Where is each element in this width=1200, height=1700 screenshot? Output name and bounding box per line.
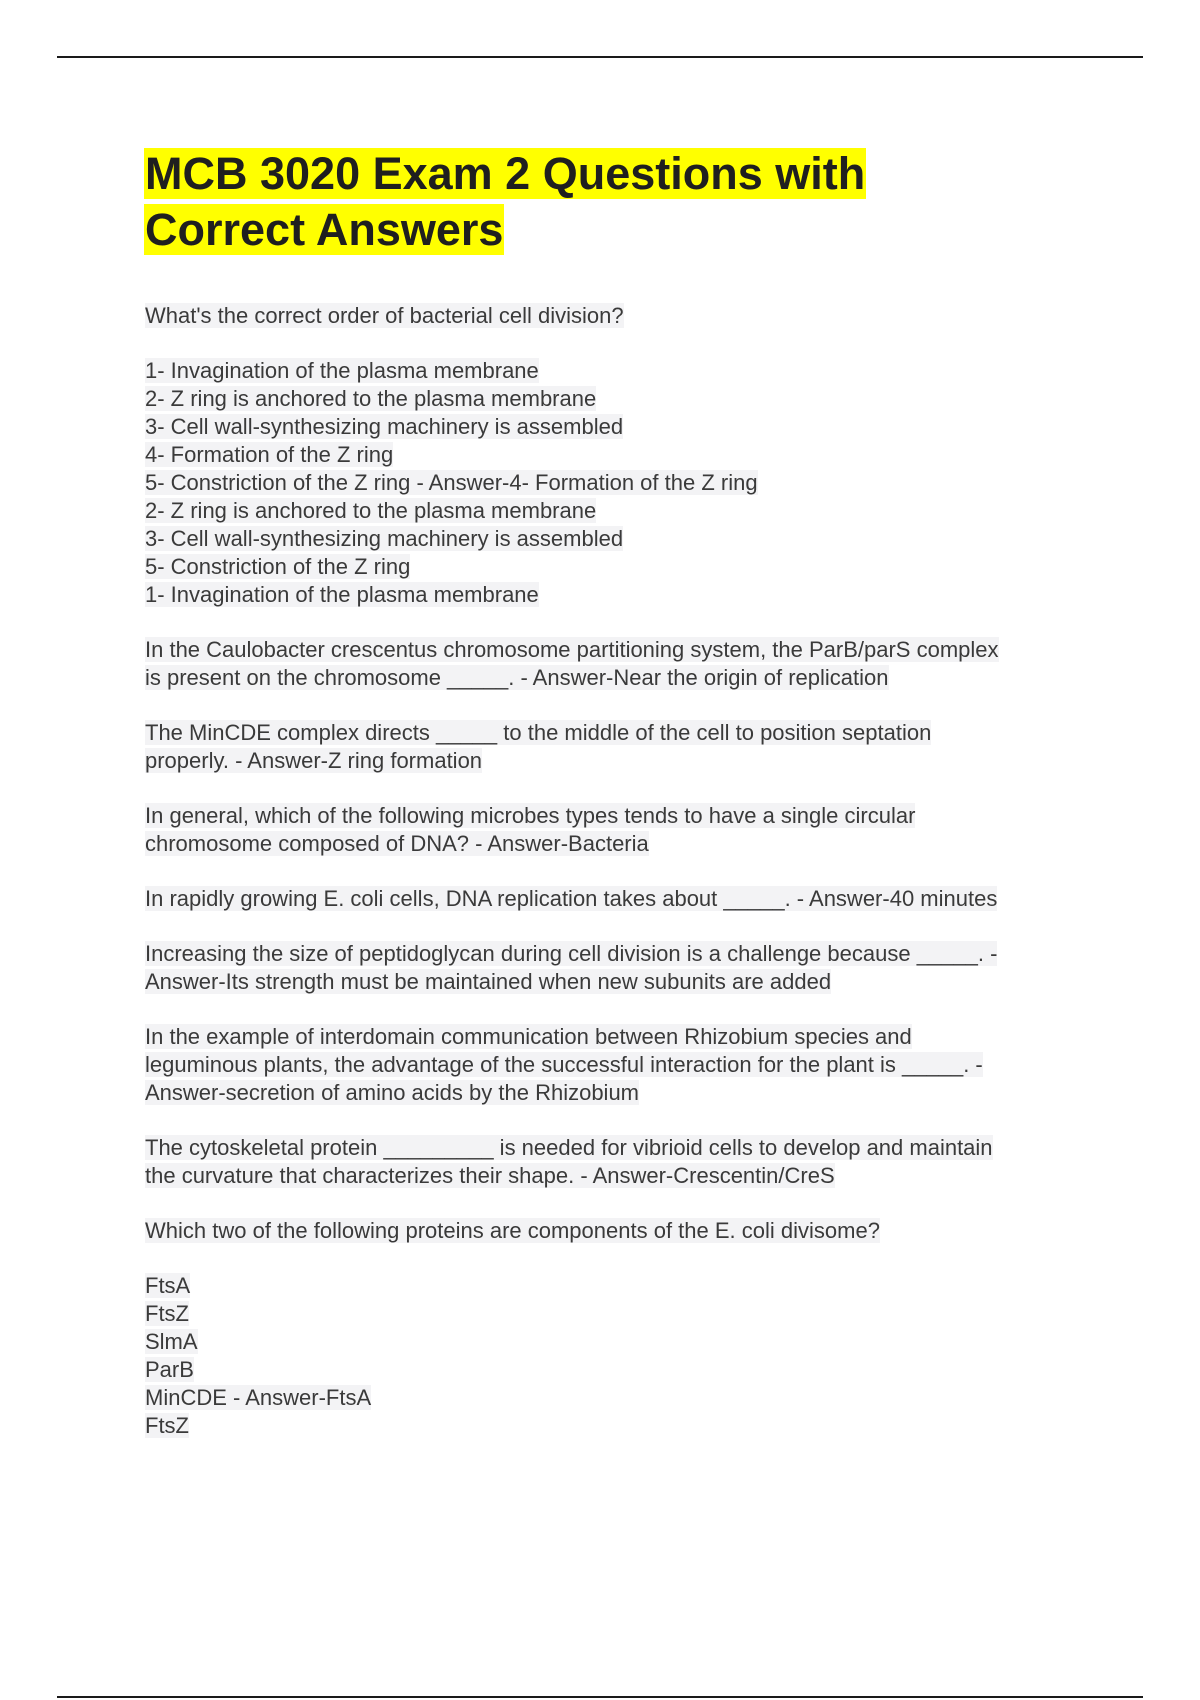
text-line bbox=[145, 747, 1095, 775]
question-text-line: SlmA bbox=[145, 1329, 198, 1354]
document-title bbox=[144, 146, 1044, 258]
question-text-line: leguminous plants, the advantage of the successful interaction for the plant is _____. - bbox=[145, 1052, 983, 1077]
text-line bbox=[145, 1217, 1095, 1245]
question-block bbox=[145, 302, 1095, 330]
question-text-line: properly. - Answer-Z ring formation bbox=[145, 748, 483, 773]
top-rule bbox=[57, 56, 1143, 58]
question-text-line: is present on the chromosome _____. - Answer-Near the origin of replication bbox=[145, 665, 889, 690]
question-list bbox=[145, 302, 1095, 1467]
question-block bbox=[145, 1217, 1095, 1245]
text-line bbox=[145, 1162, 1095, 1190]
question-text-line: 2- Z ring is anchored to the plasma membrane bbox=[145, 498, 597, 523]
text-line bbox=[145, 581, 1095, 609]
text-line bbox=[145, 1300, 1095, 1328]
text-line bbox=[145, 385, 1095, 413]
question-text-line: In rapidly growing E. coli cells, DNA replication takes about _____. - Answer-40 minutes bbox=[145, 886, 998, 911]
question-block bbox=[145, 1023, 1095, 1107]
text-line bbox=[145, 1272, 1095, 1300]
question-text-line: In the example of interdomain communication between Rhizobium species and bbox=[145, 1024, 912, 1049]
question-block bbox=[145, 940, 1095, 996]
question-text-line: ParB bbox=[145, 1357, 194, 1382]
question-text-line: In general, which of the following microbes types tends to have a single circular bbox=[145, 803, 916, 828]
question-block bbox=[145, 719, 1095, 775]
text-line bbox=[145, 469, 1095, 497]
question-block bbox=[145, 885, 1095, 913]
question-text-line: the curvature that characterizes their shape. - Answer-Crescentin/CreS bbox=[145, 1163, 835, 1188]
question-text-line: MinCDE - Answer-FtsA bbox=[145, 1385, 372, 1410]
text-line bbox=[145, 1328, 1095, 1356]
text-line bbox=[145, 553, 1095, 581]
text-line bbox=[145, 1356, 1095, 1384]
text-line bbox=[145, 1051, 1095, 1079]
text-line bbox=[145, 302, 1095, 330]
title-line-2: Correct Answers bbox=[145, 204, 504, 255]
text-line bbox=[145, 940, 1095, 968]
question-text-line: The cytoskeletal protein _________ is needed for vibrioid cells to develop and maintain bbox=[145, 1135, 993, 1160]
question-text-line: Which two of the following proteins are components of the E. coli divisome? bbox=[145, 1218, 880, 1243]
text-line bbox=[145, 1384, 1095, 1412]
bottom-rule bbox=[57, 1696, 1143, 1698]
question-block bbox=[145, 802, 1095, 858]
text-line bbox=[145, 1023, 1095, 1051]
question-block bbox=[145, 357, 1095, 609]
text-line bbox=[145, 441, 1095, 469]
question-text-line: 3- Cell wall-synthesizing machinery is assembled bbox=[145, 414, 624, 439]
question-text-line: Increasing the size of peptidoglycan during cell division is a challenge because _____. - bbox=[145, 941, 998, 966]
text-line bbox=[145, 413, 1095, 441]
question-text-line: 1- Invagination of the plasma membrane bbox=[145, 582, 539, 607]
text-line bbox=[145, 525, 1095, 553]
question-text-line: 4- Formation of the Z ring bbox=[145, 442, 394, 467]
text-line bbox=[145, 664, 1095, 692]
question-block bbox=[145, 1134, 1095, 1190]
text-line bbox=[145, 497, 1095, 525]
text-line bbox=[145, 885, 1095, 913]
text-line bbox=[145, 968, 1095, 996]
question-text-line: Answer-Its strength must be maintained when new subunits are added bbox=[145, 969, 832, 994]
question-text-line: FtsZ bbox=[145, 1413, 189, 1438]
question-text-line: 5- Constriction of the Z ring - Answer-4- Formation of the Z ring bbox=[145, 470, 758, 495]
text-line bbox=[145, 636, 1095, 664]
title-line-1: MCB 3020 Exam 2 Questions with bbox=[145, 148, 866, 199]
text-line bbox=[145, 357, 1095, 385]
question-text-line: 1- Invagination of the plasma membrane bbox=[145, 358, 539, 383]
text-line bbox=[145, 719, 1095, 747]
question-text-line: 2- Z ring is anchored to the plasma membrane bbox=[145, 386, 597, 411]
text-line bbox=[145, 830, 1095, 858]
text-line bbox=[145, 1134, 1095, 1162]
question-text-line: Answer-secretion of amino acids by the Rhizobium bbox=[145, 1080, 640, 1105]
question-text-line: What's the correct order of bacterial cell division? bbox=[145, 303, 624, 328]
text-line bbox=[145, 1412, 1095, 1440]
question-text-line: 3- Cell wall-synthesizing machinery is assembled bbox=[145, 526, 624, 551]
question-text-line: FtsA bbox=[145, 1273, 191, 1298]
question-text-line: In the Caulobacter crescentus chromosome partitioning system, the ParB/parS complex bbox=[145, 637, 999, 662]
question-block bbox=[145, 1272, 1095, 1440]
question-text-line: The MinCDE complex directs _____ to the middle of the cell to position septation bbox=[145, 720, 932, 745]
question-text-line: chromosome composed of DNA? - Answer-Bacteria bbox=[145, 831, 649, 856]
text-line bbox=[145, 1079, 1095, 1107]
question-block bbox=[145, 636, 1095, 692]
question-text-line: 5- Constriction of the Z ring bbox=[145, 554, 411, 579]
question-text-line: FtsZ bbox=[145, 1301, 189, 1326]
text-line bbox=[145, 802, 1095, 830]
